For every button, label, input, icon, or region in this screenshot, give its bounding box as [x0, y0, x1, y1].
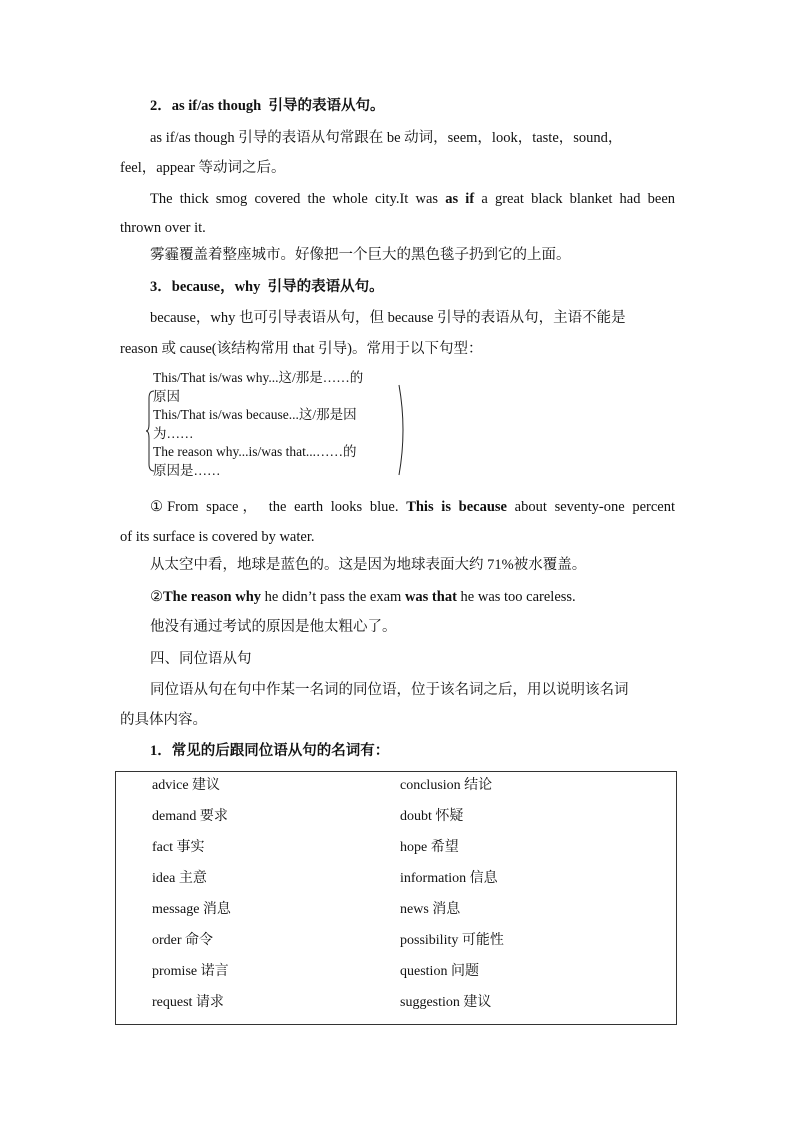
table-cell: message 消息 [152, 902, 231, 917]
heading-chinese: 引导的表语从句。 [267, 279, 384, 295]
paragraph-line: reason 或 cause(该结构常用 that 引导)。常用于以下句型： [120, 341, 483, 357]
section-3-heading [150, 277, 675, 297]
section-4-heading: 四、同位语从句 [150, 651, 252, 667]
bold-text-run: as if [445, 191, 475, 207]
example-sentence [150, 189, 675, 209]
bold-text-run: was that [404, 589, 457, 605]
text-run: he didn’t pass the exam [261, 589, 405, 605]
table-cell: news 消息 [400, 902, 461, 917]
table-cell: demand 要求 [152, 809, 228, 824]
right-parenthesis-icon [397, 384, 409, 476]
table-cell: suggestion 建议 [400, 995, 492, 1010]
example-translation: 从太空中看，地球是蓝色的。这是因为地球表面大约 71%被水覆盖。 [150, 557, 587, 573]
table-cell: request 请求 [152, 995, 224, 1010]
heading-number: 2． [150, 98, 172, 114]
table-cell: conclusion 结论 [400, 778, 493, 793]
paragraph-line: 同位语从句在句中作某一名词的同位语，位于该名词之后，用以说明该名词 [150, 682, 629, 698]
subsection-heading: 1．常见的后跟同位语从句的名词有： [150, 743, 390, 759]
example-translation: 雾霾覆盖着整座城市。好像把一个巨大的黑色毯子扔到它的上面。 [150, 247, 571, 263]
pattern-line: 原因是…… [153, 462, 221, 478]
example-translation: 他没有通过考试的原因是他太粗心了。 [150, 619, 397, 635]
paragraph-line: 的具体内容。 [120, 712, 207, 728]
section-2-heading [150, 96, 675, 116]
text-run: ①From space， the earth looks blue. [150, 499, 407, 515]
heading-chinese: 引导的表语从句。 [268, 98, 385, 114]
table-cell: information 信息 [400, 871, 498, 886]
table-cell: order 命令 [152, 933, 214, 948]
pattern-line: The reason why...is/was that...……的 [153, 444, 357, 459]
text-run: he was too careless. [456, 589, 576, 605]
table-cell: possibility 可能性 [400, 933, 504, 948]
pattern-line: 原因 [153, 388, 180, 404]
example-sentence: of its surface is covered by water. [120, 529, 315, 545]
table-cell: question 问题 [400, 964, 479, 979]
table-cell: advice 建议 [152, 778, 221, 793]
table-cell: hope 希望 [400, 840, 459, 855]
paragraph-line: because，why 也可引导表语从句，但 because 引导的表语从句，主语不能是 [150, 310, 626, 326]
paragraph-line: feel，appear 等动词之后。 [120, 160, 286, 176]
text-run: about seventy-one percent [506, 499, 675, 515]
example-sentence: thrown over it. [120, 220, 206, 236]
bold-text-run: The reason why [163, 589, 262, 605]
heading-english: as if/as though [171, 98, 262, 114]
table-cell: fact 事实 [152, 840, 205, 855]
table-cell: doubt 怀疑 [400, 809, 464, 824]
text-run: The thick smog covered the whole city.It was [150, 191, 446, 207]
sentence-pattern-list [153, 369, 398, 480]
pattern-line: This/That is/was because...这/那是因 [153, 407, 357, 422]
noun-list-table [115, 771, 677, 1025]
example-sentence [150, 497, 675, 517]
pattern-line: 为…… [153, 425, 194, 441]
text-run: a great black blanket had been [474, 191, 676, 207]
table-cell: promise 诺言 [152, 964, 229, 979]
pattern-line: This/That is/was why...这/那是……的 [153, 370, 364, 385]
example-sentence [150, 587, 675, 607]
text-run: ② [150, 589, 163, 605]
bold-text-run: This is because [406, 499, 507, 515]
table-cell: idea 主意 [152, 871, 207, 886]
heading-english: because，why [171, 279, 261, 295]
heading-number: 3． [150, 279, 172, 295]
paragraph-line: as if/as though 引导的表语从句常跟在 be 动词，seem，look，taste，sound， [150, 130, 623, 146]
